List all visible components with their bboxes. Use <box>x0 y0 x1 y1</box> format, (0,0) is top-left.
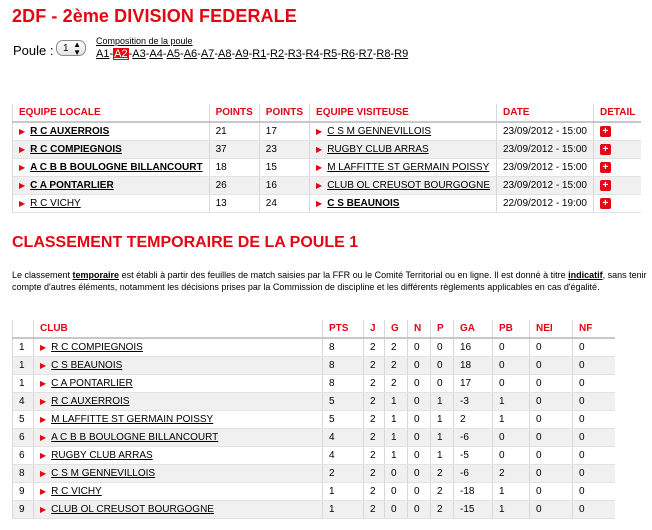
col-j: J <box>364 320 385 338</box>
detail-cell <box>593 141 641 159</box>
rank-cell: 1 <box>13 357 34 375</box>
g-cell: 0 <box>385 483 408 501</box>
away-team-cell <box>310 195 497 213</box>
j-cell: 2 <box>364 338 385 357</box>
pts-cell: 8 <box>323 375 364 393</box>
col-club: CLUB <box>34 320 323 338</box>
pool-link-r8[interactable]: R8 <box>376 48 391 60</box>
triangle-right-icon: ▶ <box>40 505 47 514</box>
away-team-link[interactable]: C S BEAUNOIS <box>327 198 400 209</box>
pool-link-a5[interactable]: A5 <box>166 48 181 60</box>
nei-cell: 0 <box>530 465 573 483</box>
triangle-right-icon: ▶ <box>40 343 47 352</box>
ga-cell: -15 <box>454 501 493 519</box>
club-link[interactable]: C S BEAUNOIS <box>51 360 123 371</box>
matches-table <box>12 104 641 213</box>
pool-separator: - <box>109 48 114 60</box>
g-cell: 0 <box>385 465 408 483</box>
g-cell: 1 <box>385 393 408 411</box>
home-points: 18 <box>209 159 259 177</box>
club-link[interactable]: A C B B BOULOGNE BILLANCOURT <box>51 432 219 443</box>
pb-cell: 1 <box>493 501 530 519</box>
classement-note: Le classement temporaire est établi à partir des feuilles de match saisies par la FFR ou le Comité Territorial ou en ligne. Il est donné à titre indicatif, sans tenir compte d'autres éléments, notamment les décisions prises par la Commission de discipline et les différents règlements applicables en cas d'égalité. <box>12 270 647 292</box>
home-team-cell <box>13 177 210 195</box>
classement-title: CLASSEMENT TEMPORAIRE DE LA POULE 1 <box>12 234 359 251</box>
col-pts: PTS <box>323 320 364 338</box>
detail-cell <box>593 122 641 141</box>
j-cell: 2 <box>364 411 385 429</box>
triangle-right-icon: ▶ <box>40 379 47 388</box>
away-points: 16 <box>259 177 309 195</box>
ranking-row <box>13 357 616 375</box>
club-link[interactable]: C S M GENNEVILLOIS <box>51 468 156 479</box>
pool-link-a8[interactable]: A8 <box>217 48 232 60</box>
j-cell: 2 <box>364 429 385 447</box>
nei-cell: 0 <box>530 411 573 429</box>
select-arrows-icon: ▲ ▼ <box>73 40 81 57</box>
nei-cell: 0 <box>530 357 573 375</box>
g-cell: 2 <box>385 338 408 357</box>
away-team-link[interactable]: C S M GENNEVILLOIS <box>327 126 432 137</box>
col-p: P <box>431 320 454 338</box>
match-date: 23/09/2012 - 15:00 <box>497 141 594 159</box>
note-indicatif-link[interactable]: indicatif <box>568 270 603 280</box>
ga-cell: -18 <box>454 483 493 501</box>
n-cell: 0 <box>408 447 431 465</box>
away-team-cell <box>310 177 497 195</box>
triangle-right-icon: ▶ <box>316 181 323 190</box>
poule-select[interactable] <box>56 40 86 56</box>
rank-cell: 6 <box>13 447 34 465</box>
poule-label: Poule : <box>13 43 54 58</box>
ranking-row <box>13 338 616 357</box>
col-points-away: POINTS <box>259 104 309 122</box>
club-link[interactable]: R C AUXERROIS <box>51 396 130 407</box>
pool-link-r1[interactable]: R1 <box>252 48 267 60</box>
col-equipe-locale: EQUIPE LOCALE <box>13 104 210 122</box>
away-team-link[interactable]: RUGBY CLUB ARRAS <box>327 144 429 155</box>
triangle-right-icon: ▶ <box>40 469 47 478</box>
ga-cell: -3 <box>454 393 493 411</box>
n-cell: 0 <box>408 501 431 519</box>
pts-cell: 1 <box>323 501 364 519</box>
nei-cell: 0 <box>530 501 573 519</box>
p-cell: 0 <box>431 357 454 375</box>
col-nei: NEI <box>530 320 573 338</box>
pb-cell: 2 <box>493 465 530 483</box>
pool-link-a1[interactable]: A1 <box>96 48 110 60</box>
triangle-right-icon: ▶ <box>19 127 26 136</box>
pool-separator: - <box>372 48 377 60</box>
n-cell: 0 <box>408 393 431 411</box>
match-date: 23/09/2012 - 15:00 <box>497 177 594 195</box>
triangle-right-icon: ▶ <box>316 163 323 172</box>
triangle-right-icon: ▶ <box>19 199 26 208</box>
j-cell: 2 <box>364 447 385 465</box>
col-pb: PB <box>493 320 530 338</box>
match-row <box>13 195 642 213</box>
pts-cell: 5 <box>323 393 364 411</box>
p-cell: 0 <box>431 375 454 393</box>
home-team-link[interactable]: A C B B BOULOGNE BILLANCOURT <box>30 162 203 173</box>
away-team-cell <box>310 141 497 159</box>
j-cell: 2 <box>364 393 385 411</box>
triangle-right-icon: ▶ <box>40 397 47 406</box>
home-points: 26 <box>209 177 259 195</box>
nf-cell: 0 <box>573 338 616 357</box>
g-cell: 2 <box>385 357 408 375</box>
rank-cell: 1 <box>13 375 34 393</box>
triangle-right-icon: ▶ <box>19 163 26 172</box>
nei-cell: 0 <box>530 483 573 501</box>
club-cell <box>34 447 323 465</box>
nei-cell: 0 <box>530 447 573 465</box>
n-cell: 0 <box>408 465 431 483</box>
pool-link-a6[interactable]: A6 <box>183 48 198 60</box>
club-cell <box>34 483 323 501</box>
note-temporaire-link[interactable]: temporaire <box>72 270 120 280</box>
pool-link-a7[interactable]: A7 <box>200 48 215 60</box>
composition-link[interactable]: Composition de la poule <box>96 36 193 46</box>
ranking-row <box>13 429 616 447</box>
ga-cell: -5 <box>454 447 493 465</box>
ga-cell: 18 <box>454 357 493 375</box>
n-cell: 0 <box>408 483 431 501</box>
col-points-home: POINTS <box>209 104 259 122</box>
pool-links <box>96 48 408 60</box>
pool-separator: - <box>319 48 324 60</box>
pool-separator: - <box>301 48 306 60</box>
p-cell: 1 <box>431 447 454 465</box>
pool-link-a4[interactable]: A4 <box>149 48 163 60</box>
g-cell: 1 <box>385 411 408 429</box>
pool-separator: - <box>180 48 184 60</box>
triangle-right-icon: ▶ <box>40 451 47 460</box>
pool-separator: - <box>355 48 359 60</box>
club-link[interactable]: R C COMPIEGNOIS <box>51 342 143 353</box>
home-team-link[interactable]: R C COMPIEGNOIS <box>30 144 122 155</box>
home-team-link[interactable]: R C VICHY <box>30 198 81 209</box>
nei-cell: 0 <box>530 338 573 357</box>
pool-separator: - <box>214 48 218 60</box>
pb-cell: 1 <box>493 411 530 429</box>
ranking-row <box>13 483 616 501</box>
ranking-row <box>13 501 616 519</box>
n-cell: 0 <box>408 357 431 375</box>
club-link[interactable]: R C VICHY <box>51 486 102 497</box>
rank-cell: 9 <box>13 501 34 519</box>
plus-icon[interactable]: + <box>600 162 611 173</box>
triangle-right-icon: ▶ <box>19 181 26 190</box>
j-cell: 2 <box>364 483 385 501</box>
col-ga: GA <box>454 320 493 338</box>
n-cell: 0 <box>408 429 431 447</box>
nf-cell: 0 <box>573 483 616 501</box>
away-points: 24 <box>259 195 309 213</box>
club-cell <box>34 465 323 483</box>
home-team-cell <box>13 122 210 141</box>
rank-cell: 4 <box>13 393 34 411</box>
ga-cell: -6 <box>454 429 493 447</box>
pb-cell: 1 <box>493 393 530 411</box>
home-team-link[interactable]: C A PONTARLIER <box>30 180 114 191</box>
pool-link-r3[interactable]: R3 <box>287 48 302 60</box>
match-date: 23/09/2012 - 15:00 <box>497 159 594 177</box>
rank-cell: 9 <box>13 483 34 501</box>
club-cell <box>34 429 323 447</box>
p-cell: 1 <box>431 429 454 447</box>
pool-link-r7[interactable]: R7 <box>358 48 373 60</box>
col-date: DATE <box>497 104 594 122</box>
pool-separator: - <box>390 48 395 60</box>
nei-cell: 0 <box>530 429 573 447</box>
triangle-right-icon: ▶ <box>40 415 47 424</box>
ranking-row <box>13 447 616 465</box>
j-cell: 2 <box>364 357 385 375</box>
pool-link-a2[interactable]: A2 <box>114 48 128 60</box>
pool-separator: - <box>337 48 341 60</box>
detail-cell <box>593 159 641 177</box>
home-points: 21 <box>209 122 259 141</box>
plus-icon[interactable]: + <box>600 198 611 209</box>
plus-icon[interactable]: + <box>600 180 611 191</box>
club-link[interactable]: C A PONTARLIER <box>51 378 133 389</box>
match-row <box>13 159 642 177</box>
g-cell: 1 <box>385 429 408 447</box>
col-equipe-visiteuse: EQUIPE VISITEUSE <box>310 104 497 122</box>
ga-cell: -6 <box>454 465 493 483</box>
pool-link-r2[interactable]: R2 <box>270 48 285 60</box>
pool-link-r9[interactable]: R9 <box>394 48 409 60</box>
pb-cell: 0 <box>493 447 530 465</box>
pool-separator: - <box>128 48 133 60</box>
col-g: G <box>385 320 408 338</box>
nf-cell: 0 <box>573 429 616 447</box>
away-points: 23 <box>259 141 309 159</box>
p-cell: 1 <box>431 393 454 411</box>
rank-cell: 6 <box>13 429 34 447</box>
match-row <box>13 141 642 159</box>
pts-cell: 8 <box>323 338 364 357</box>
nf-cell: 0 <box>573 411 616 429</box>
pts-cell: 4 <box>323 447 364 465</box>
pool-link-r4[interactable]: R4 <box>305 48 320 60</box>
nei-cell: 0 <box>530 375 573 393</box>
triangle-right-icon: ▶ <box>19 145 26 154</box>
triangle-right-icon: ▶ <box>40 487 47 496</box>
ranking-table <box>12 320 615 519</box>
home-team-cell <box>13 141 210 159</box>
club-cell <box>34 375 323 393</box>
g-cell: 0 <box>385 501 408 519</box>
match-row <box>13 177 642 195</box>
pb-cell: 0 <box>493 338 530 357</box>
pool-separator: - <box>197 48 201 60</box>
ranking-row <box>13 411 616 429</box>
p-cell: 0 <box>431 338 454 357</box>
pts-cell: 1 <box>323 483 364 501</box>
ga-cell: 16 <box>454 338 493 357</box>
away-team-cell <box>310 122 497 141</box>
pts-cell: 4 <box>323 429 364 447</box>
ranking-row <box>13 375 616 393</box>
home-points: 13 <box>209 195 259 213</box>
nf-cell: 0 <box>573 447 616 465</box>
pool-separator: - <box>266 48 270 60</box>
pool-link-a3[interactable]: A3 <box>132 48 146 60</box>
away-points: 17 <box>259 122 309 141</box>
away-points: 15 <box>259 159 309 177</box>
nf-cell: 0 <box>573 465 616 483</box>
col-n: N <box>408 320 431 338</box>
poule-select-value: 1 <box>63 43 69 54</box>
rank-cell: 1 <box>13 338 34 357</box>
club-cell <box>34 357 323 375</box>
triangle-right-icon: ▶ <box>316 199 323 208</box>
pool-link-a9[interactable]: A9 <box>235 48 249 60</box>
home-points: 37 <box>209 141 259 159</box>
away-team-cell <box>310 159 497 177</box>
j-cell: 2 <box>364 501 385 519</box>
pool-separator: - <box>145 48 150 60</box>
pts-cell: 5 <box>323 411 364 429</box>
pb-cell: 0 <box>493 357 530 375</box>
club-cell <box>34 338 323 357</box>
col-rank <box>13 320 34 338</box>
home-team-cell <box>13 195 210 213</box>
g-cell: 1 <box>385 447 408 465</box>
pts-cell: 2 <box>323 465 364 483</box>
pool-separator: - <box>231 48 236 60</box>
match-row <box>13 122 642 141</box>
nf-cell: 0 <box>573 357 616 375</box>
col-nf: NF <box>573 320 616 338</box>
pool-separator: - <box>284 48 288 60</box>
triangle-right-icon: ▶ <box>316 145 323 154</box>
pool-separator: - <box>162 48 167 60</box>
p-cell: 2 <box>431 483 454 501</box>
club-link[interactable]: M LAFFITTE ST GERMAIN POISSY <box>51 414 214 425</box>
pb-cell: 1 <box>493 483 530 501</box>
triangle-right-icon: ▶ <box>316 127 323 136</box>
j-cell: 2 <box>364 465 385 483</box>
nf-cell: 0 <box>573 393 616 411</box>
page-title: 2DF - 2ème DIVISION FEDERALE <box>12 6 297 26</box>
p-cell: 2 <box>431 465 454 483</box>
pts-cell: 8 <box>323 357 364 375</box>
nei-cell: 0 <box>530 393 573 411</box>
home-team-cell <box>13 159 210 177</box>
ranking-row <box>13 393 616 411</box>
ga-cell: 17 <box>454 375 493 393</box>
p-cell: 2 <box>431 501 454 519</box>
plus-icon[interactable]: + <box>600 126 611 137</box>
club-cell <box>34 411 323 429</box>
club-cell <box>34 393 323 411</box>
match-date: 22/09/2012 - 19:00 <box>497 195 594 213</box>
pb-cell: 0 <box>493 375 530 393</box>
rank-cell: 5 <box>13 411 34 429</box>
n-cell: 0 <box>408 411 431 429</box>
nf-cell: 0 <box>573 375 616 393</box>
triangle-right-icon: ▶ <box>40 433 47 442</box>
pool-separator: - <box>248 48 253 60</box>
away-team-link[interactable]: M LAFFITTE ST GERMAIN POISSY <box>327 162 490 173</box>
pb-cell: 0 <box>493 429 530 447</box>
col-detail: DETAIL <box>593 104 641 122</box>
home-team-link[interactable]: R C AUXERROIS <box>30 126 110 137</box>
pool-link-r6[interactable]: R6 <box>340 48 355 60</box>
n-cell: 0 <box>408 375 431 393</box>
match-date: 23/09/2012 - 15:00 <box>497 122 594 141</box>
rank-cell: 8 <box>13 465 34 483</box>
club-link[interactable]: CLUB OL CREUSOT BOURGOGNE <box>51 504 214 515</box>
detail-cell <box>593 195 641 213</box>
nf-cell: 0 <box>573 501 616 519</box>
ranking-row <box>13 465 616 483</box>
n-cell: 0 <box>408 338 431 357</box>
club-link[interactable]: RUGBY CLUB ARRAS <box>51 450 153 461</box>
pool-link-r5[interactable]: R5 <box>323 48 338 60</box>
triangle-right-icon: ▶ <box>40 361 47 370</box>
p-cell: 1 <box>431 411 454 429</box>
club-cell <box>34 501 323 519</box>
j-cell: 2 <box>364 375 385 393</box>
g-cell: 2 <box>385 375 408 393</box>
detail-cell <box>593 177 641 195</box>
plus-icon[interactable]: + <box>600 144 611 155</box>
ga-cell: 2 <box>454 411 493 429</box>
away-team-link[interactable]: CLUB OL CREUSOT BOURGOGNE <box>327 180 490 191</box>
